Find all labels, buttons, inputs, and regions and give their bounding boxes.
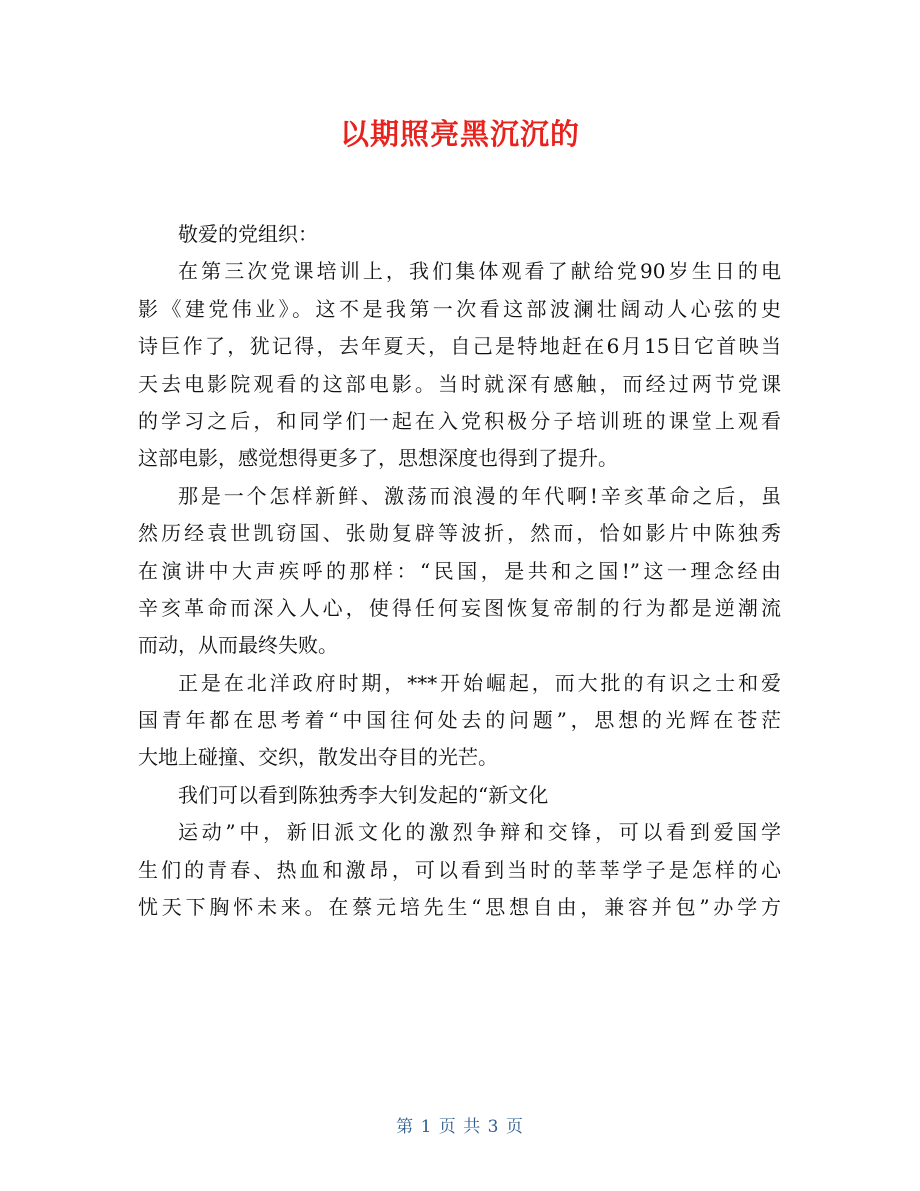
text-line: 而动，从而最终失败。 [138,633,338,658]
text-line: 我们可以看到陈独秀李大钊发起的“新文化 [178,782,549,807]
text-line: 运动”中，新旧派文化的激烈争辩和交锋，可以看到爱国学 [178,820,781,845]
text-line: 诗巨作了，犹记得，去年夏天，自己是特地赶在6月15日它首映当 [138,334,781,359]
text-line: 天去电影院观看的这部电影。当时就深有感触，而经过两节党课 [138,371,781,396]
text-line: 那是一个怎样新鲜、激荡而浪漫的年代啊!辛亥革命之后，虽 [178,483,781,508]
salutation-line: 敬爱的党组织： [178,222,318,246]
text-line: 在演讲中大声疾呼的那样：“民国，是共和之国!”这一理念经由 [138,558,781,583]
document-body [138,216,781,926]
text-line: 的学习之后，和同学们一起在入党积极分子培训班的课堂上观看 [138,408,781,433]
text-line: 忧天下胸怀未来。在蔡元培先生“思想自由，兼容并包”办学方 [138,895,781,920]
text-line: 然历经袁世凯窃国、张勋复辟等波折，然而，恰如影片中陈独秀 [138,521,781,546]
text-line: 国青年都在思考着“中国往何处去的问题”，思想的光辉在苍茫 [138,708,781,733]
text-line: 大地上碰撞、交织，散发出夺目的光芒。 [138,745,498,770]
document-title: 以期照亮黑沉沉的 [339,117,580,151]
text-line: 辛亥革命而深入人心，使得任何妄图恢复帝制的行为都是逆潮流 [138,595,781,620]
text-line: 生们的青春、热血和激昂，可以看到当时的莘莘学子是怎样的心 [138,857,781,882]
text-line: 这部电影，感觉想得更多了，思想深度也得到了提升。 [138,446,618,471]
page-number-footer: 第 1 页 共 3 页 [396,1117,524,1137]
text-line: 在第三次党课培训上，我们集体观看了献给党90岁生日的电 [178,259,781,284]
text-line: 正是在北洋政府时期，***开始崛起，而大批的有识之士和爱 [178,670,781,695]
text-line: 影《建党伟业》。这不是我第一次看这部波澜壮阔动人心弦的史 [138,296,781,321]
